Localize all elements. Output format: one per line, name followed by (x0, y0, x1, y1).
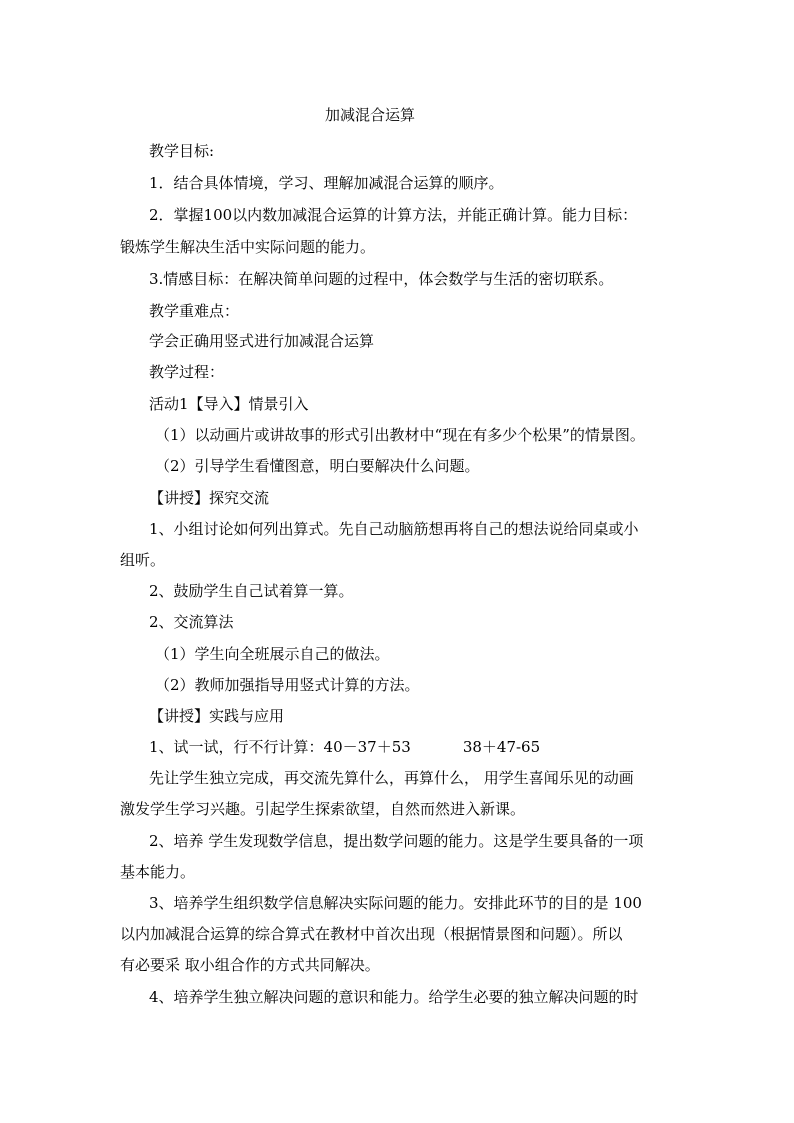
heading-teaching-goals: 教学目标: (149, 142, 215, 160)
practice-item-4-line-1: 4、培养学生独立解决问题的意识和能力。给学生必要的独立解决问题的时 (149, 988, 639, 1006)
activity-1-step-2: （2）引导学生看懂图意，明白要解决什么问题。 (155, 457, 480, 475)
section-practice-heading: 【讲授】实践与应用 (149, 707, 285, 725)
activity-1-heading: 活动1【导入】情景引入 (149, 395, 309, 413)
explore-item-2: 2、鼓励学生自己试着算一算。 (149, 582, 354, 600)
practice-item-3-line-2: 以内加减混合运算的综合算式在教材中首次出现（根据情景图和问题）。所以 (120, 925, 623, 943)
goal-1: 1．结合具体情境，学习、理解加减混合运算的顺序。 (149, 174, 504, 192)
document-title: 加减混合运算 (324, 106, 415, 124)
explore-item-3: 2、交流算法 (149, 613, 234, 631)
section-explore-heading: 【讲授】探究交流 (149, 489, 270, 507)
practice-calc-2: 38＋47-65 (462, 738, 541, 756)
practice-item-3-line-1: 3、培养学生组织数学信息解决实际问题的能力。安排此环节的目的是 100 (149, 894, 642, 912)
practice-calc-1: 1、试一试，行不行计算：40－37＋53 (149, 738, 411, 756)
explore-item-1-line-2: 组听。 (120, 551, 166, 569)
heading-teaching-process: 教学过程： (149, 363, 225, 381)
explore-step-2: （2）教师加强指导用竖式计算的方法。 (155, 676, 420, 694)
heading-key-points: 教学重难点： (149, 302, 240, 320)
explore-step-1: （1）学生向全班展示自己的做法。 (155, 645, 390, 663)
goal-2-line-1: 2．掌握100以内数加减混合运算的计算方法，并能正确计算。能力目标： (149, 206, 638, 224)
practice-item-2-line-2: 基本能力。 (120, 863, 196, 881)
explore-item-1-line-1: 1、小组讨论如何列出算式。先自己动脑筋想再将自己的想法说给同桌或小 (149, 520, 639, 538)
activity-1-step-1: （1）以动画片或讲故事的形式引出教材中“现在有多少个松果”的情景图。 (155, 426, 645, 444)
practice-desc-line-1: 先让学生独立完成，再交流先算什么，再算什么， 用学生喜闻乐见的动画 (149, 769, 634, 787)
key-point-text: 学会正确用竖式进行加减混合运算 (149, 332, 375, 350)
practice-item-1 (149, 736, 540, 758)
goal-3: 3.情感目标：在解决简单问题的过程中，体会数学与生活的密切联系。 (149, 270, 614, 288)
practice-item-3-line-3: 有必要采 取小组合作的方式共同解决。 (120, 956, 380, 974)
practice-desc-line-2: 激发学生学习兴趣。引起学生探索欲望，自然而然进入新课。 (120, 800, 526, 818)
practice-item-2-line-1: 2、培养 学生发现数学信息，提出数学问题的能力。这是学生要具备的一项 (149, 832, 644, 850)
goal-2-line-2: 锻炼学生解决生活中实际问题的能力。 (120, 238, 376, 256)
